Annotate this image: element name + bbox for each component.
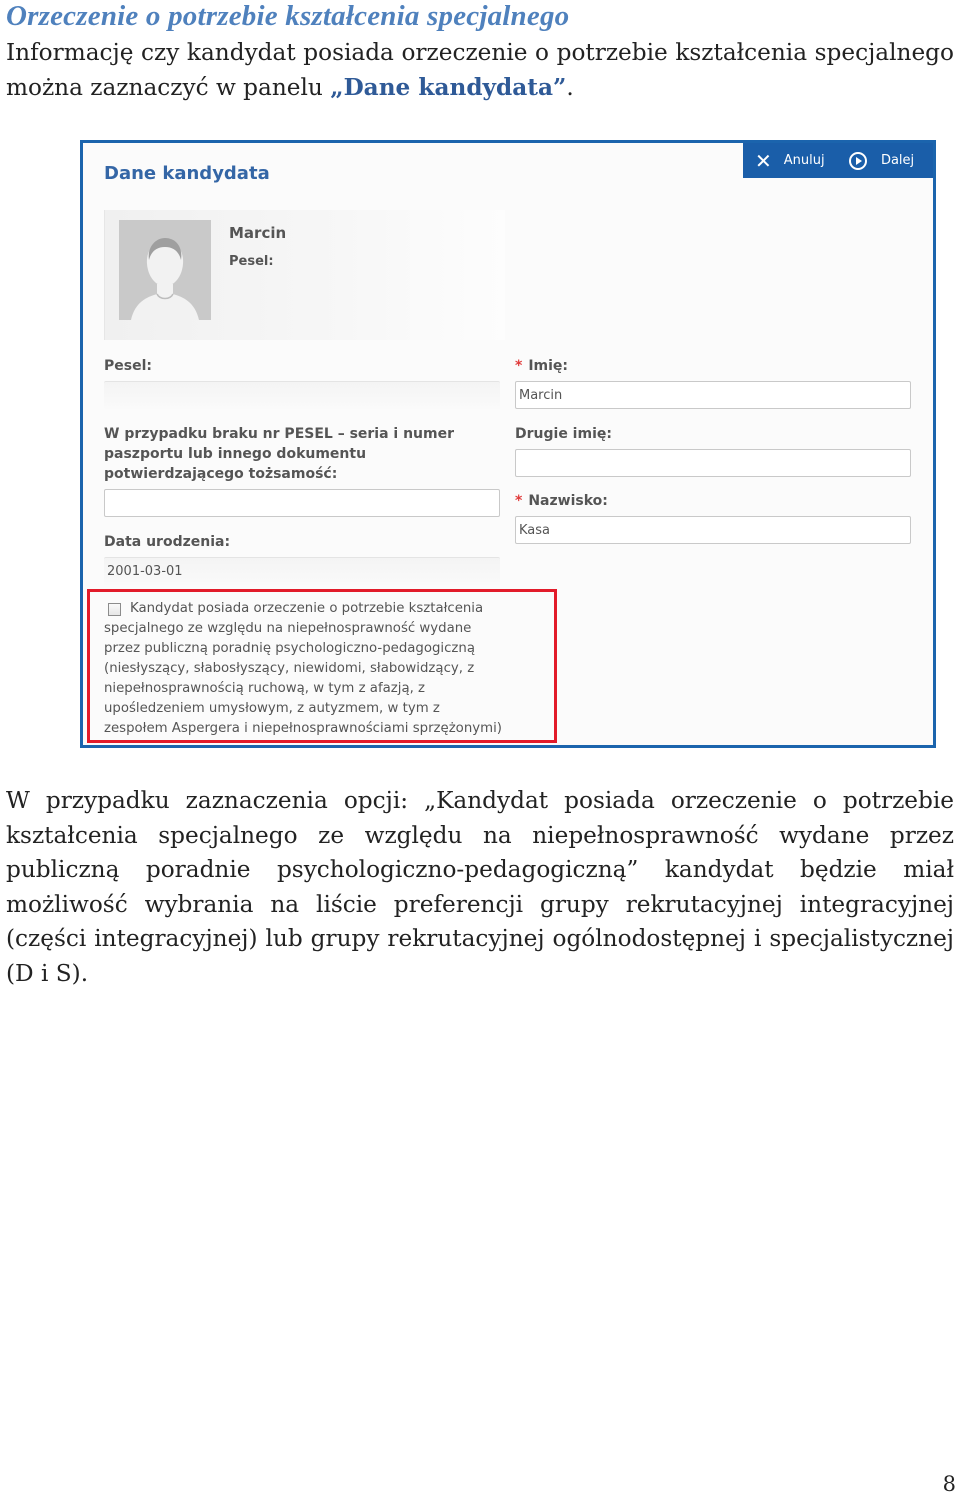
next-label: Dalej	[880, 153, 915, 168]
close-icon: ✕	[755, 148, 772, 173]
next-arrow-icon	[849, 152, 867, 170]
first-name-label	[515, 356, 568, 376]
page-number: 8	[942, 1472, 956, 1496]
required-marker: *	[515, 493, 523, 509]
last-name-label-text: Nazwisko:	[528, 493, 608, 509]
cancel-button[interactable]	[755, 143, 849, 178]
profile-pesel-label: Pesel:	[229, 254, 274, 269]
first-name-field[interactable]: Marcin	[515, 381, 911, 409]
panel-name-highlight: „Dane kandydata”	[330, 73, 567, 101]
next-button[interactable]	[849, 143, 933, 178]
user-silhouette-icon	[119, 220, 211, 320]
pesel-field[interactable]	[104, 381, 500, 409]
intro-paragraph	[6, 36, 954, 105]
last-name-label	[515, 491, 608, 511]
intro-end: .	[566, 73, 574, 101]
intro-text: Informację czy kandydat posiada orzeczenie o potrzebie kształcenia specjalnego można zaznaczyć w panelu	[6, 39, 954, 101]
document-id-field[interactable]	[104, 489, 500, 517]
explanation-paragraph: W przypadku zaznaczenia opcji: „Kandydat posiada orzeczenie o potrzebie kształcenia specjalnego ze względu na niepełnosprawność wydane przez publiczną poradnie psychologiczno-pedagogiczną” kandydat będzie miał możliwość wybrania na liście preferencji grupy rekrutacyjnej integracyjnej (części integracyjnej) lub grupy rekrutacyjnej ogólnodostępnej i specjalistycznej (D i S).	[6, 787, 954, 987]
document-id-label: W przypadku braku nr PESEL – seria i numer paszportu lub innego dokumentu potwierdzającego tożsamość:	[104, 426, 455, 482]
first-name-label-text: Imię:	[528, 358, 569, 374]
special-education-checkbox-label: Kandydat posiada orzeczenie o potrzebie kształcenia specjalnego ze względu na niepełnosprawność wydane przez publiczną poradnię psychologiczno-pedagogiczną (niesłyszący, słabosłyszący, niewidomi, słabowidzący, z niepełnosprawnością ruchową, w tym z afazją, z upośledzeniem umysłowym, z autyzmem, w tym z zespołem Aspergera i niepełnosprawnościami sprzężonymi)	[104, 601, 502, 736]
second-name-label: Drugie imię:	[515, 426, 612, 442]
panel-toolbar	[743, 143, 933, 178]
candidate-data-panel-screenshot	[80, 140, 936, 748]
second-name-field[interactable]	[515, 449, 911, 477]
avatar	[119, 220, 211, 320]
profile-summary	[104, 210, 505, 340]
panel-title: Dane kandydata	[104, 163, 270, 184]
last-name-field[interactable]: Kasa	[515, 516, 911, 544]
birth-date-label: Data urodzenia:	[104, 534, 231, 550]
document-title: Orzeczenie o potrzebie kształcenia specjalnego	[6, 0, 570, 32]
pesel-label: Pesel:	[104, 358, 152, 374]
profile-name: Marcin	[229, 224, 287, 242]
cancel-label: Anuluj	[783, 153, 825, 168]
birth-date-field[interactable]: 2001-03-01	[104, 557, 500, 585]
required-marker: *	[515, 358, 523, 374]
